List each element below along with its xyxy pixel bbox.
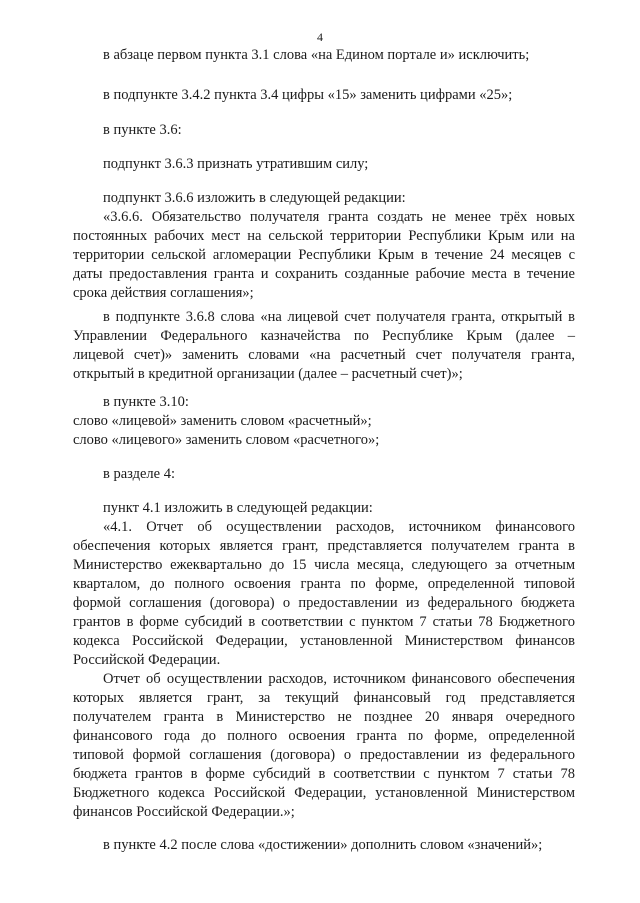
- paragraph-3-4-2: в подпункте 3.4.2 пункта 3.4 цифры «15» заменить цифрами «25»;: [103, 87, 513, 103]
- paragraph-3-6-8-line: в подпункте 3.6.8 слова «на лицевой счет получателя гранта, открытый в: [103, 309, 575, 325]
- paragraph-3-6-3: подпункт 3.6.3 признать утратившим силу;: [103, 156, 369, 172]
- paragraph-report-annual-line: которых является грант, за текущий финансовый год представляется: [73, 690, 575, 706]
- quote-3-6-6: [73, 208, 575, 303]
- quote-4-1-line: «4.1. Отчет об осуществлении расходов, источником финансового: [103, 519, 575, 535]
- paragraph-3-6-8-line: открытый в кредитной организации (далее – расчетный счет)»;: [73, 366, 463, 382]
- quote-4-1-line: Российской Федерации.: [73, 652, 221, 668]
- paragraph-3-1: в абзаце первом пункта 3.1 слова «на Едином портале и» исключить;: [103, 47, 530, 63]
- paragraph-report-annual-line: Бюджетного кодекса Российской Федерации, установленной Министерством: [73, 785, 575, 801]
- paragraph-report-annual-line: типовой формой соглашения (договора) о предоставлении из федерального: [73, 747, 575, 763]
- quote-4-1-line: Министерство ежеквартально до 15 числа месяца, следующего за отчетным: [73, 557, 575, 573]
- quote-3-6-6-line: территории сельской агломерации Республики Крым в течение 24 месяцев с: [73, 247, 575, 263]
- paragraph-3-6-6-intro: подпункт 3.6.6 изложить в следующей редакции:: [103, 190, 406, 206]
- paragraph-3-6-8: [73, 308, 575, 384]
- quote-4-1: [73, 518, 575, 670]
- paragraph-report-annual-line: получателем гранта в Министерство не позднее 20 января очередного: [73, 709, 575, 725]
- paragraph-3-10-heading: в пункте 3.10:: [103, 394, 189, 410]
- quote-4-1-line: кварталом, до полного освоения гранта по форме, определенной типовой: [73, 576, 575, 592]
- quote-3-6-6-line: даты предоставления гранта и сохранить созданные рабочие места в течение: [73, 266, 575, 282]
- paragraph-report-annual-line: финансов Российской Федерации.»;: [73, 804, 295, 820]
- paragraph-report-annual: [73, 670, 575, 822]
- quote-3-6-6-line: «3.6.6. Обязательство получателя гранта создать не менее трёх новых: [103, 209, 575, 225]
- paragraph-report-annual-line: финансового года до полного освоения гранта по форме, определенной: [73, 728, 575, 744]
- quote-4-1-line: грантов в форме субсидий в соответствии с пунктом 7 статьи 78 Бюджетного: [73, 614, 575, 630]
- paragraph-3-6-heading: в пункте 3.6:: [103, 122, 182, 138]
- paragraph-report-annual-line: Отчет об осуществлении расходов, источником финансового обеспечения: [103, 671, 575, 687]
- paragraph-4-1-intro: пункт 4.1 изложить в следующей редакции:: [103, 500, 373, 516]
- quote-3-6-6-line: срока действия соглашения»;: [73, 285, 254, 301]
- quote-4-1-line: обеспечения которых является грант, представляется получателем гранта в: [73, 538, 575, 554]
- quote-3-6-6-line: постоянных рабочих мест на сельской территории Республики Крым или на: [73, 228, 575, 244]
- paragraph-3-6-8-line: лицевой счет)» заменить словами «на расчетный счет получателя гранта,: [73, 347, 575, 363]
- paragraph-report-annual-line: бюджета грантов в форме субсидий в соответствии с пунктом 7 статьи 78: [73, 766, 575, 782]
- paragraph-3-6-8-line: Управлении Федерального казначейства по Республике Крым (далее –: [73, 328, 575, 344]
- page-number: 4: [317, 30, 323, 44]
- quote-4-1-line: кодекса Российской Федерации, установленной Министерством финансов: [73, 633, 575, 649]
- paragraph-3-10-item-1: слово «лицевой» заменить словом «расчетный»;: [73, 413, 372, 429]
- paragraph-3-10-item-2: слово «лицевого» заменить словом «расчетного»;: [73, 432, 380, 448]
- quote-4-1-line: формой соглашения (договора) о предоставлении из федерального бюджета: [73, 595, 575, 611]
- paragraph-4-2: в пункте 4.2 после слова «достижении» дополнить словом «значений»;: [103, 837, 543, 853]
- paragraph-section-4: в разделе 4:: [103, 466, 176, 482]
